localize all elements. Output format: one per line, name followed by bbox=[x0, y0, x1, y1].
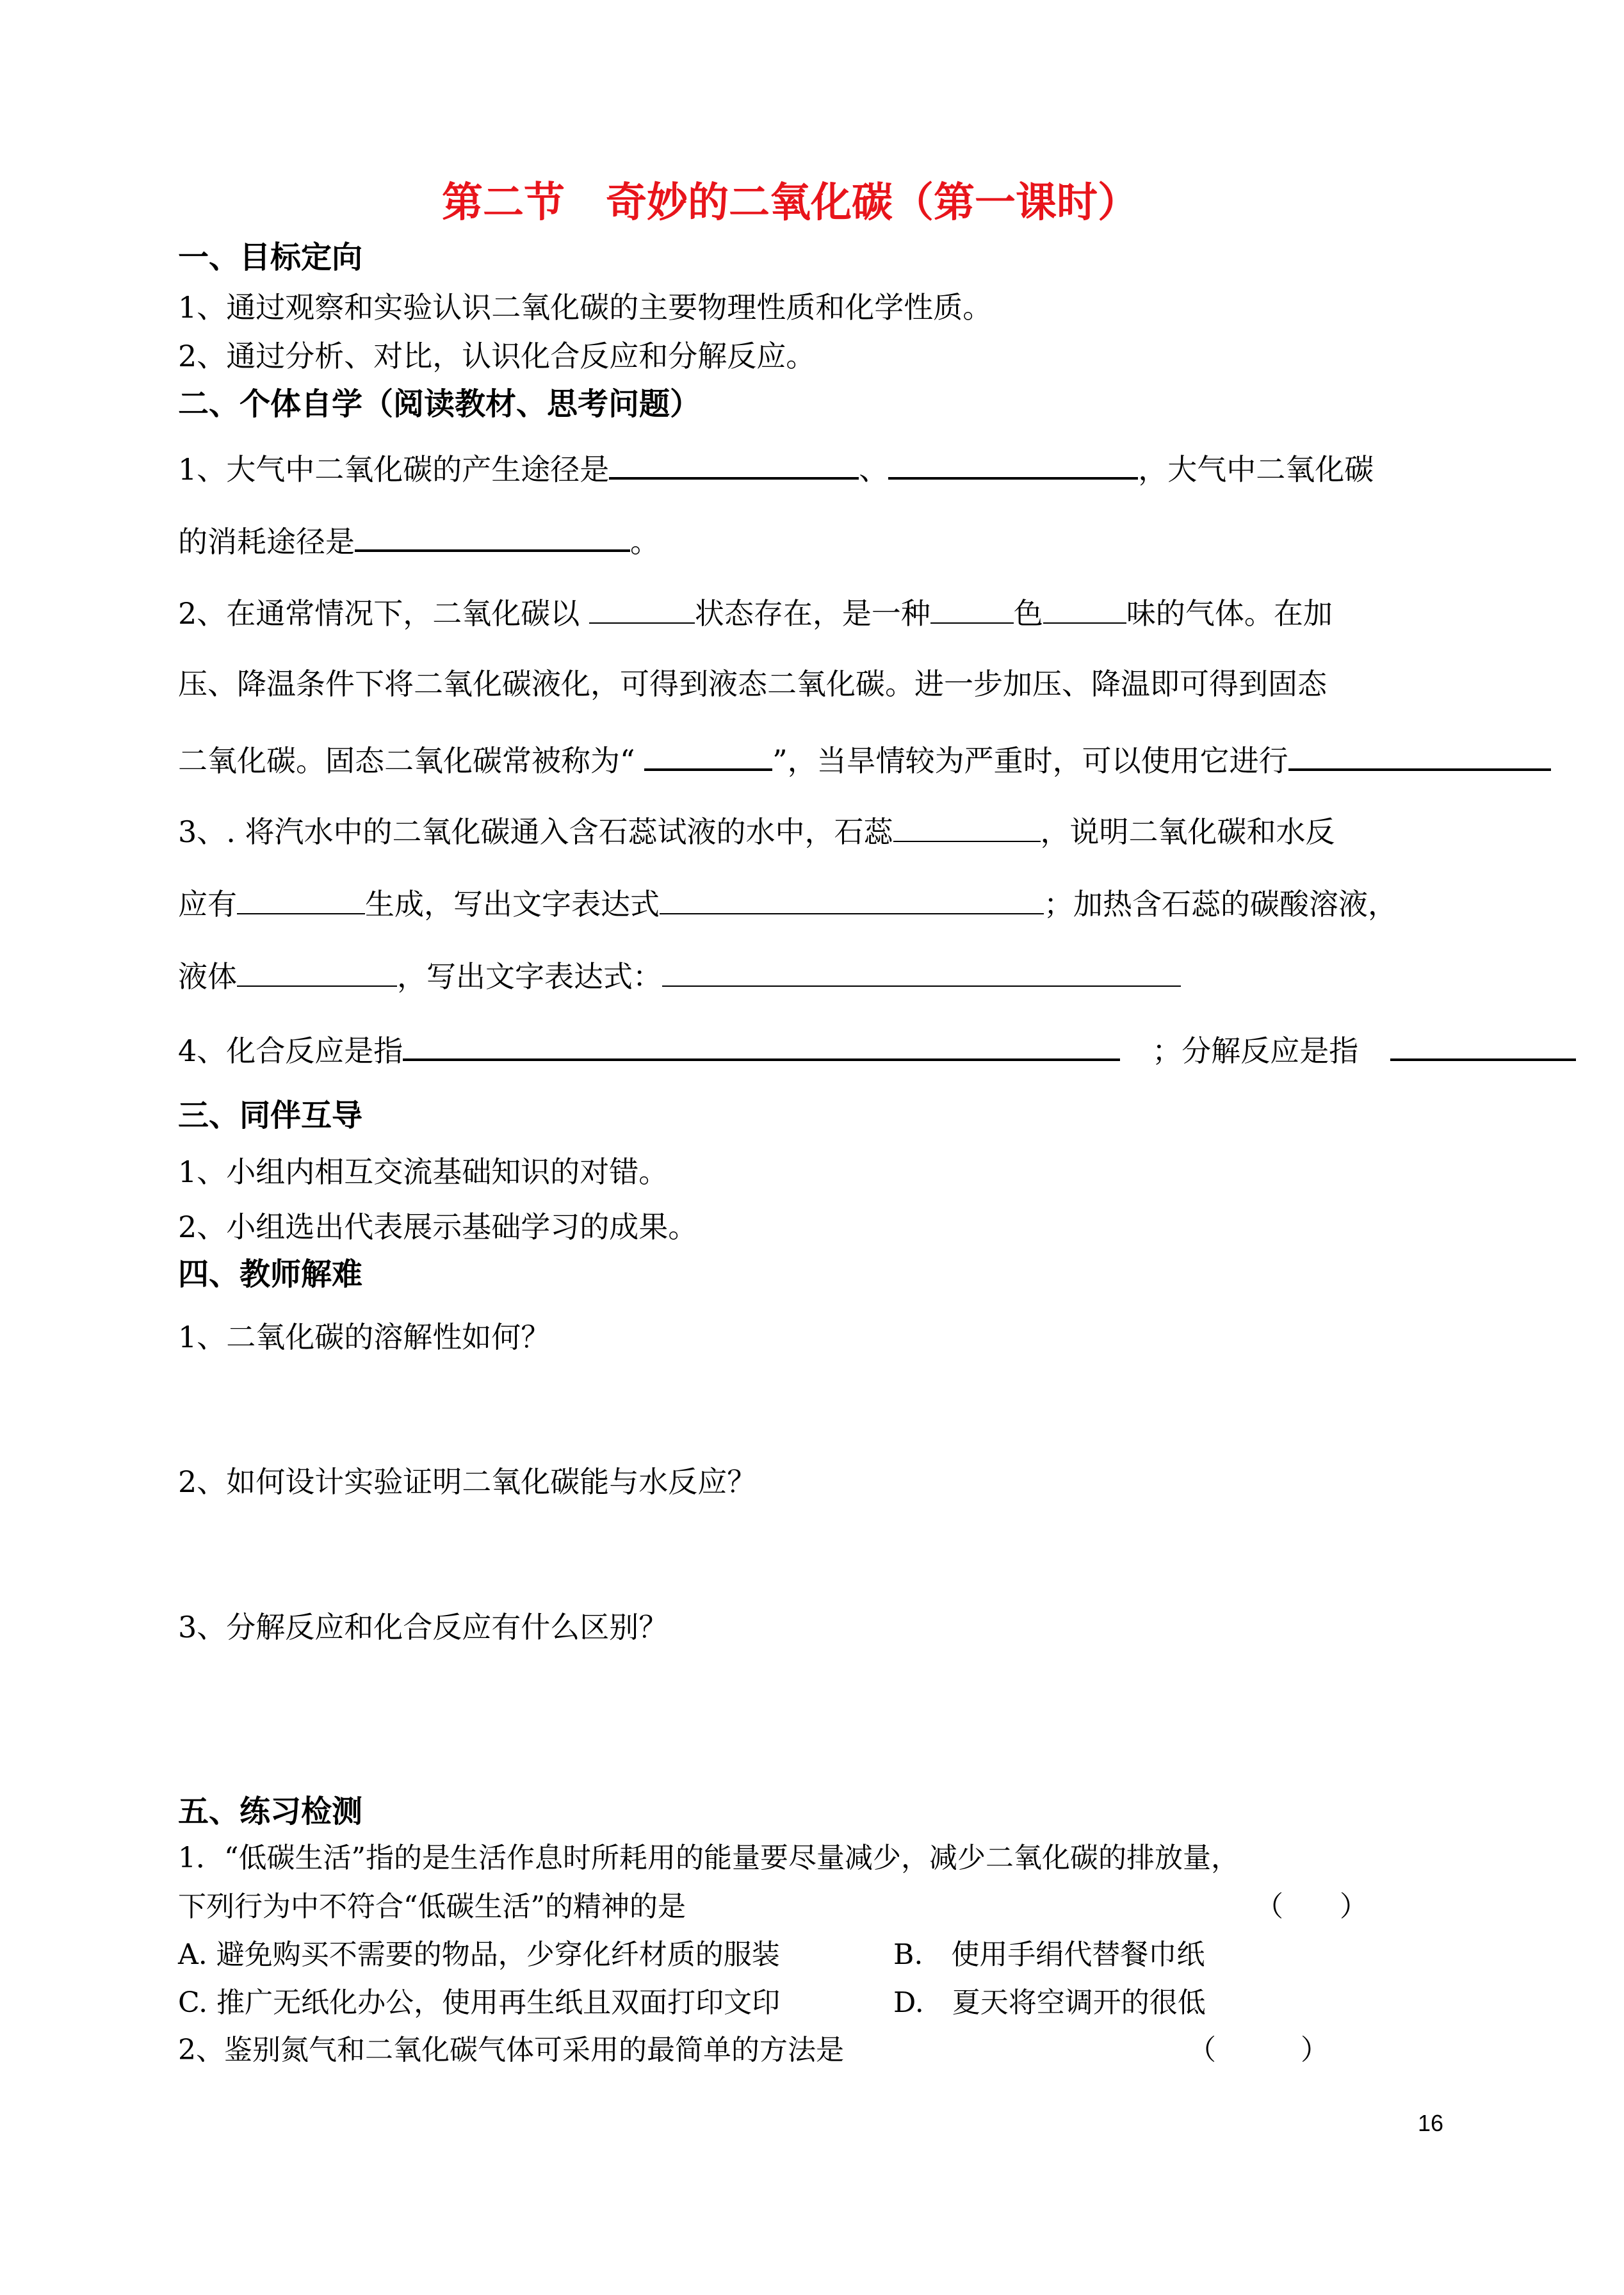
answer-blank[interactable] bbox=[1043, 597, 1126, 624]
answer-parentheses[interactable]: （ ） bbox=[1188, 2034, 1329, 2066]
section-heading-peer: 三、同伴互导 bbox=[178, 1098, 363, 1133]
section-heading-practice: 五、练习检测 bbox=[178, 1794, 363, 1829]
q1-text-d: 的消耗途径是 bbox=[178, 524, 355, 559]
answer-blank[interactable] bbox=[644, 743, 772, 771]
q3-line-3 bbox=[178, 959, 1181, 994]
q3-line-2 bbox=[178, 888, 1397, 919]
answer-blank[interactable] bbox=[237, 960, 397, 987]
q1-text-a: 1、大气中二氧化碳的产生途径是 bbox=[178, 452, 610, 487]
q3-text-b: ，说明二氧化碳和水反 bbox=[1040, 815, 1335, 849]
practice-q2: 2、鉴别氮气和二氧化碳气体可采用的最简单的方法是 bbox=[178, 2034, 844, 2066]
option-a: A. 避免购买不需要的物品，少穿化纤材质的服装 bbox=[178, 1938, 780, 1971]
q2-text-c: 色 bbox=[1013, 596, 1043, 631]
answer-blank[interactable] bbox=[609, 451, 859, 480]
practice-q1-line-1: 1．“低碳生活”指的是生活作息时所耗用的能量要尽量减少，减少二氧化碳的排放量， bbox=[178, 1842, 1239, 1874]
q2-text-b: 状态存在，是一种 bbox=[694, 596, 930, 631]
q1-line-2 bbox=[178, 524, 660, 559]
option-d: D. 夏天将空调开的很低 bbox=[893, 1986, 1206, 2019]
answer-blank[interactable] bbox=[888, 451, 1138, 480]
q4-line bbox=[178, 1033, 1576, 1066]
q2-text-g: ”，当旱情较为严重时，可以使用它进行 bbox=[772, 743, 1288, 778]
q2-text-f: 二氧化碳。固态二氧化碳常被称为“ bbox=[178, 743, 645, 778]
answer-blank[interactable] bbox=[237, 888, 365, 914]
answer-blank[interactable] bbox=[403, 1033, 1120, 1061]
answer-blank[interactable] bbox=[589, 597, 695, 624]
page-number: 16 bbox=[1418, 2110, 1444, 2136]
q3-text-d: 生成，写出文字表达式 bbox=[365, 887, 660, 921]
answer-blank[interactable] bbox=[355, 524, 630, 552]
q2-text-a: 2、在通常情况下，二氧化碳以 bbox=[178, 596, 589, 631]
practice-q1-line-2: 下列行为中不符合“低碳生活”的精神的是 bbox=[178, 1890, 686, 1923]
q3-text-f: 液体 bbox=[178, 959, 237, 994]
q1-line-1 bbox=[178, 451, 1374, 487]
answer-blank[interactable] bbox=[893, 815, 1041, 842]
q4-text-a: 4、化合反应是指 bbox=[178, 1034, 403, 1068]
answer-blank[interactable] bbox=[930, 597, 1014, 624]
option-b: B. 使用手绢代替餐巾纸 bbox=[893, 1938, 1205, 1971]
q2-line-3 bbox=[178, 743, 1551, 778]
q3-text-e: ；加热含石蕊的碳酸溶液， bbox=[1044, 887, 1397, 921]
q2-line-1 bbox=[178, 596, 1333, 631]
q1-text-b: 、 bbox=[859, 452, 889, 487]
answer-blank[interactable] bbox=[1288, 743, 1551, 771]
page-title: 第二节 奇妙的二氧化碳（第一课时） bbox=[442, 179, 1139, 227]
goal-line-1: 1、通过观察和实验认识二氧化碳的主要物理性质和化学性质。 bbox=[178, 290, 993, 325]
teacher-question-2: 2、如何设计实验证明二氧化碳能与水反应？ bbox=[178, 1464, 757, 1499]
section-heading-goals: 一、目标定向 bbox=[178, 239, 363, 275]
q2-text-d: 味的气体。在加 bbox=[1126, 596, 1333, 631]
answer-blank[interactable] bbox=[662, 960, 1181, 987]
peer-line-2: 2、小组选出代表展示基础学习的成果。 bbox=[178, 1210, 698, 1244]
answer-blank[interactable] bbox=[660, 888, 1044, 914]
teacher-question-1: 1、二氧化碳的溶解性如何？ bbox=[178, 1320, 551, 1354]
answer-parentheses[interactable]: （ ） bbox=[1255, 1890, 1368, 1923]
q3-text-g: ，写出文字表达式： bbox=[397, 959, 662, 994]
teacher-question-3: 3、分解反应和化合反应有什么区别？ bbox=[178, 1610, 669, 1644]
section-heading-teacher: 四、教师解难 bbox=[178, 1256, 363, 1292]
q4-text-b: ；分解反应是指 bbox=[1152, 1034, 1359, 1068]
goal-line-2: 2、通过分析、对比，认识化合反应和分解反应。 bbox=[178, 339, 816, 373]
option-c: C. 推广无纸化办公，使用再生纸且双面打印文印 bbox=[178, 1986, 781, 2019]
q2-line-2: 压、降温条件下将二氧化碳液化，可得到液态二氧化碳。进一步加压、降温即可得到固态 bbox=[178, 667, 1327, 701]
q3-text-c: 应有 bbox=[178, 887, 237, 921]
answer-blank[interactable] bbox=[1390, 1033, 1576, 1061]
q3-line-1 bbox=[178, 815, 1335, 847]
peer-line-1: 1、小组内相互交流基础知识的对错。 bbox=[178, 1155, 669, 1189]
q1-text-e: 。 bbox=[630, 524, 660, 559]
q3-text-a: 3、. 将汽水中的二氧化碳通入含石蕊试液的水中，石蕊 bbox=[178, 815, 893, 849]
section-heading-self-study: 二、个体自学（阅读教材、思考问题） bbox=[178, 386, 701, 422]
q1-text-c: ，大气中二氧化碳 bbox=[1138, 452, 1374, 487]
